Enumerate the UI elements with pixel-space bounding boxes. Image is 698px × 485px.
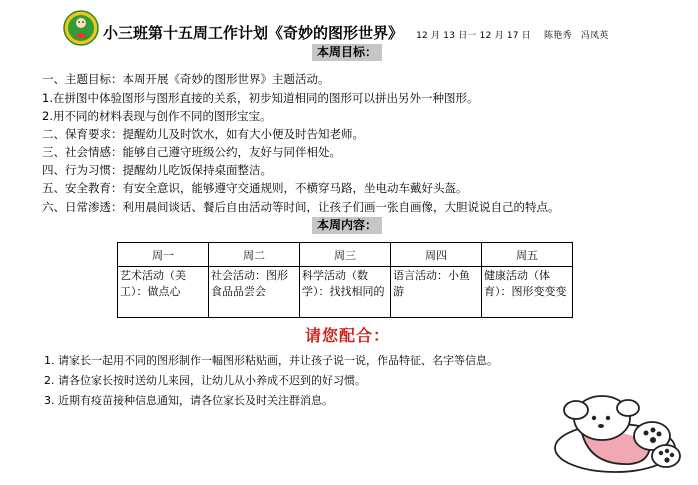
- activity-cell: 科学活动（数学）：找找相同的: [300, 267, 391, 318]
- goal-line: 二、保育要求：提醒幼儿及时饮水，如有大小便及时告知老师。: [42, 127, 364, 141]
- goal-line: 2.用不同的材料表现与创作不同的图形宝宝。: [42, 109, 272, 123]
- page-title: 小三班第十五周工作计划《奇妙的图形世界》: [103, 24, 404, 42]
- activity-cell: 健康活动（体育）：图形变变变: [482, 267, 573, 318]
- document-header: [103, 22, 608, 43]
- weekly-schedule-table: [117, 242, 573, 318]
- activity-cell: 社会活动：图形食品品尝会: [209, 267, 300, 318]
- day-header: 周三: [300, 243, 391, 267]
- goal-line: 1.在拼图中体验图形与图形直接的关系，初步知道相同的图形可以拼出另外一种图形。: [42, 91, 479, 105]
- goal-line: 五、安全教育：有安全意识，能够遵守交通规则，不横穿马路，坐电动车戴好头盔。: [42, 181, 468, 195]
- cooperation-heading: 请您配合：: [305, 326, 391, 345]
- teacher-names: 陈艳秀 冯凤英: [544, 31, 609, 41]
- day-header: 周四: [391, 243, 482, 267]
- table-row: [118, 267, 573, 318]
- notice-item: 3. 近期有疫苗接种信息通知，请各位家长及时关注群消息。: [44, 394, 333, 407]
- dog-illustration: [540, 378, 690, 478]
- day-header: 周五: [482, 243, 573, 267]
- day-header: 周二: [209, 243, 300, 267]
- day-header: 周一: [118, 243, 209, 267]
- notice-item: 2. 请各位家长按时送幼儿来园，让幼儿从小养成不迟到的好习惯。: [44, 374, 366, 387]
- date-range: 12 月 13 日一 12 月 17 日: [416, 31, 531, 41]
- table-header-row: [118, 243, 573, 267]
- goals-heading: 本周目标：: [312, 44, 382, 61]
- goal-line: 四、行为习惯：提醒幼儿吃饭保持桌面整洁。: [42, 163, 272, 177]
- activity-cell: 语言活动：小鱼游: [391, 267, 482, 318]
- school-logo-icon: [63, 10, 99, 46]
- notice-item: 1. 请家长一起用不同的图形制作一幅图形粘贴画，并让孩子说一说，作品特征、名字等信息。: [44, 354, 498, 367]
- goal-line: 六、日常渗透：利用晨间谈话、餐后自由活动等时间，让孩子们画一张自画像，大胆说说自己的特点。: [42, 200, 560, 214]
- content-heading: 本周内容：: [312, 217, 382, 234]
- activity-cell: 艺术活动（美工）：做点心: [118, 267, 209, 318]
- goal-line: 一、主题目标：本周开展《奇妙的图形世界》主题活动。: [42, 72, 330, 86]
- goal-line: 三、社会情感：能够自己遵守班级公约，友好与同伴相处。: [42, 145, 341, 159]
